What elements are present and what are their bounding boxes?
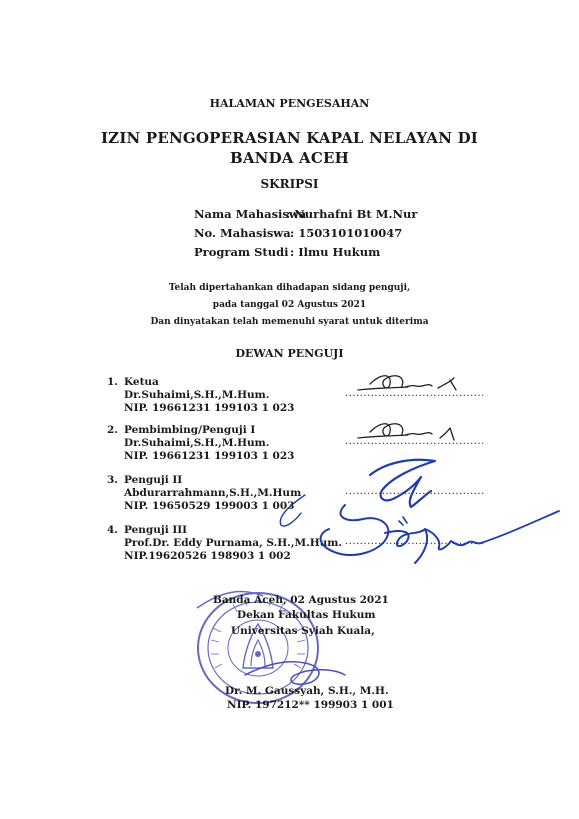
examiner-name: Dr.Suhaimi,S.H.,M.Hum.: [124, 437, 270, 449]
thesis-title-line2: BANDA ACEH: [229, 149, 350, 167]
examiner-number: 2.: [107, 424, 118, 436]
student-name-label: Nama Mahasiswa: [194, 207, 307, 221]
examiner-nip: NIP. 19650529 199003 1 003: [124, 500, 295, 512]
examiner-nip: NIP. 19661231 199103 1 023: [124, 450, 295, 462]
dean-name: Dr. M. Gaussyah, S.H., M.H.: [225, 685, 389, 697]
examiner-name: Dr.Suhaimi,S.H.,M.Hum.: [124, 389, 270, 401]
defense-line-3: Dan dinyatakan telah memenuhi syarat untuk diterima: [150, 317, 429, 327]
page-header: HALAMAN PENGESAHAN: [209, 97, 370, 110]
student-number-row: [0, 226, 579, 245]
signature-line: ......................................: [345, 536, 485, 547]
examiner-number: 4.: [107, 524, 118, 536]
examiner-number: 1.: [107, 376, 118, 388]
defense-line-2: pada tanggal 02 Agustus 2021: [212, 300, 367, 310]
examiner-number: 3.: [107, 474, 118, 486]
examiner-name: Abdurarrahmann,S.H.,M.Hum: [124, 487, 302, 499]
place-date: Banda Aceh, 02 Agustus 2021: [213, 594, 389, 606]
board-title: DEWAN PENGUJI: [235, 347, 344, 360]
student-name-value: : Nurhafni Bt M.Nur: [286, 207, 418, 221]
examiner-role: Pembimbing/Penguji I: [124, 424, 256, 436]
document-type: SKRIPSI: [260, 177, 319, 191]
signature-pembimbing: [350, 414, 470, 450]
examiner-name: Prof.Dr. Eddy Purnama, S.H.,M.Hum.: [124, 537, 343, 549]
examiner-role: Ketua: [124, 376, 159, 388]
dean-title-line2: Universitas Syiah Kuala,: [231, 625, 375, 637]
student-number-label: No. Mahasiswa: [194, 226, 291, 240]
defense-line-1: Telah dipertahankan dihadapan sidang penguji,: [168, 283, 411, 293]
study-program-value: : Ilmu Hukum: [290, 245, 381, 259]
dean-nip: NIP. 197212** 199903 1 001: [227, 699, 394, 711]
examiner-role: Penguji II: [124, 474, 183, 486]
student-number-value: : 1503101010047: [290, 226, 403, 240]
signature-line: ......................................: [345, 388, 485, 399]
thesis-title-line1: IZIN PENGOPERASIAN KAPAL NELAYAN DI: [100, 129, 479, 147]
examiner-nip: NIP. 19661231 199103 1 023: [124, 402, 295, 414]
signature-ketua: [350, 366, 470, 402]
student-name-row: [0, 207, 579, 226]
examiner-nip: NIP.19620526 198903 1 002: [124, 550, 291, 562]
study-program-row: [0, 245, 579, 264]
dean-title-line1: Dekan Fakultas Hukum: [237, 609, 376, 621]
signature-line: ......................................: [345, 436, 485, 447]
signature-penguji-2-3: [275, 455, 565, 575]
signature-line: ......................................: [345, 486, 485, 497]
study-program-label: Program Studi: [194, 245, 289, 259]
examiner-role: Penguji III: [124, 524, 188, 536]
